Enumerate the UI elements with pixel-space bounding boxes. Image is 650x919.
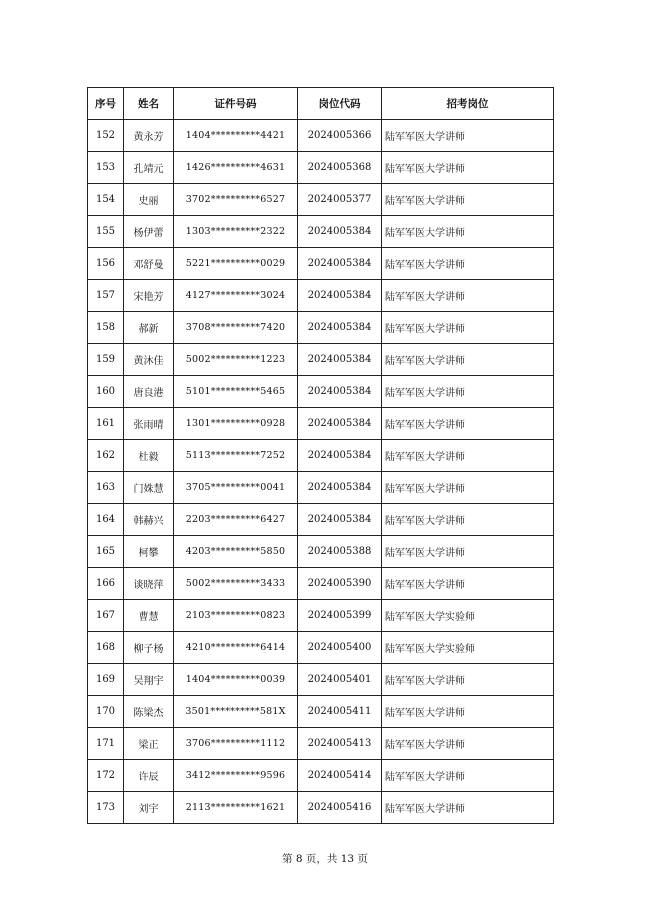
table-row	[88, 216, 554, 248]
cell-name: 黄永芳	[124, 120, 174, 152]
cell-serial: 161	[88, 408, 124, 440]
cell-id-number: 2203**********6427	[174, 504, 298, 536]
cell-post-title: 陆军军医大学讲师	[382, 184, 554, 216]
table-row	[88, 184, 554, 216]
cell-post-code: 2024005384	[298, 344, 382, 376]
cell-id-number: 3702**********6527	[174, 184, 298, 216]
cell-name: 刘宇	[124, 792, 174, 824]
cell-post-code: 2024005413	[298, 728, 382, 760]
cell-post-title: 陆军军医大学讲师	[382, 152, 554, 184]
cell-post-title: 陆军军医大学讲师	[382, 408, 554, 440]
cell-post-code: 2024005384	[298, 280, 382, 312]
table-row	[88, 344, 554, 376]
table-row	[88, 280, 554, 312]
cell-name: 曹慧	[124, 600, 174, 632]
cell-post-code: 2024005368	[298, 152, 382, 184]
cell-name: 黄沐佳	[124, 344, 174, 376]
table-row	[88, 760, 554, 792]
header-post-title: 招考岗位	[382, 88, 554, 120]
table-row	[88, 440, 554, 472]
table-body	[88, 120, 554, 824]
cell-name: 许辰	[124, 760, 174, 792]
cell-post-code: 2024005384	[298, 216, 382, 248]
cell-post-code: 2024005366	[298, 120, 382, 152]
cell-id-number: 4203**********5850	[174, 536, 298, 568]
cell-serial: 157	[88, 280, 124, 312]
cell-post-code: 2024005401	[298, 664, 382, 696]
cell-post-title: 陆军军医大学讲师	[382, 280, 554, 312]
cell-post-code: 2024005388	[298, 536, 382, 568]
cell-post-title: 陆军军医大学实验师	[382, 600, 554, 632]
results-table	[87, 87, 554, 824]
cell-name: 杨伊蕾	[124, 216, 174, 248]
cell-id-number: 1404**********4421	[174, 120, 298, 152]
cell-id-number: 3706**********1112	[174, 728, 298, 760]
cell-name: 史丽	[124, 184, 174, 216]
cell-post-title: 陆军军医大学讲师	[382, 568, 554, 600]
table-row	[88, 408, 554, 440]
table-row	[88, 568, 554, 600]
cell-serial: 160	[88, 376, 124, 408]
cell-name: 孔靖元	[124, 152, 174, 184]
cell-serial: 172	[88, 760, 124, 792]
cell-serial: 163	[88, 472, 124, 504]
cell-post-title: 陆军军医大学讲师	[382, 120, 554, 152]
cell-serial: 155	[88, 216, 124, 248]
results-table-container	[87, 87, 553, 824]
cell-id-number: 5002**********1223	[174, 344, 298, 376]
cell-id-number: 4210**********6414	[174, 632, 298, 664]
cell-post-title: 陆军军医大学实验师	[382, 632, 554, 664]
cell-serial: 166	[88, 568, 124, 600]
table-row	[88, 792, 554, 824]
cell-id-number: 4127**********3024	[174, 280, 298, 312]
table-header-row	[88, 88, 554, 120]
cell-name: 张雨晴	[124, 408, 174, 440]
cell-name: 邓舒曼	[124, 248, 174, 280]
cell-post-code: 2024005411	[298, 696, 382, 728]
table-row	[88, 152, 554, 184]
table-row	[88, 504, 554, 536]
cell-post-code: 2024005416	[298, 792, 382, 824]
cell-id-number: 3501**********581X	[174, 696, 298, 728]
cell-serial: 156	[88, 248, 124, 280]
cell-serial: 153	[88, 152, 124, 184]
cell-post-title: 陆军军医大学讲师	[382, 504, 554, 536]
cell-post-title: 陆军军医大学讲师	[382, 312, 554, 344]
cell-name: 梁正	[124, 728, 174, 760]
cell-serial: 159	[88, 344, 124, 376]
cell-id-number: 3705**********0041	[174, 472, 298, 504]
table-row	[88, 376, 554, 408]
header-serial: 序号	[88, 88, 124, 120]
header-name: 姓名	[124, 88, 174, 120]
cell-name: 宋艳芳	[124, 280, 174, 312]
cell-post-code: 2024005384	[298, 312, 382, 344]
table-row	[88, 248, 554, 280]
cell-post-title: 陆军军医大学讲师	[382, 664, 554, 696]
cell-post-code: 2024005414	[298, 760, 382, 792]
cell-id-number: 1426**********4631	[174, 152, 298, 184]
cell-name: 柯攀	[124, 536, 174, 568]
cell-id-number: 3412**********9596	[174, 760, 298, 792]
cell-post-title: 陆军军医大学讲师	[382, 728, 554, 760]
cell-post-title: 陆军军医大学讲师	[382, 696, 554, 728]
cell-name: 韩赫兴	[124, 504, 174, 536]
cell-id-number: 1301**********0928	[174, 408, 298, 440]
cell-serial: 165	[88, 536, 124, 568]
cell-serial: 154	[88, 184, 124, 216]
table-row	[88, 632, 554, 664]
table-row	[88, 696, 554, 728]
cell-post-title: 陆军军医大学讲师	[382, 760, 554, 792]
cell-post-code: 2024005377	[298, 184, 382, 216]
table-row	[88, 664, 554, 696]
cell-post-code: 2024005384	[298, 408, 382, 440]
cell-name: 杜毅	[124, 440, 174, 472]
cell-post-code: 2024005384	[298, 504, 382, 536]
cell-name: 门姝慧	[124, 472, 174, 504]
cell-name: 谈晓萍	[124, 568, 174, 600]
table-row	[88, 728, 554, 760]
cell-serial: 162	[88, 440, 124, 472]
cell-post-code: 2024005384	[298, 472, 382, 504]
cell-serial: 167	[88, 600, 124, 632]
cell-post-title: 陆军军医大学讲师	[382, 216, 554, 248]
cell-name: 柳子杨	[124, 632, 174, 664]
cell-post-title: 陆军军医大学讲师	[382, 344, 554, 376]
cell-name: 陈梁杰	[124, 696, 174, 728]
table-row	[88, 312, 554, 344]
cell-post-code: 2024005384	[298, 440, 382, 472]
cell-name: 唐良港	[124, 376, 174, 408]
cell-id-number: 1404**********0039	[174, 664, 298, 696]
cell-serial: 171	[88, 728, 124, 760]
page-footer: 第 8 页，共 13 页	[282, 853, 368, 865]
cell-serial: 169	[88, 664, 124, 696]
cell-id-number: 1303**********2322	[174, 216, 298, 248]
cell-id-number: 2113**********1621	[174, 792, 298, 824]
cell-id-number: 2103**********0823	[174, 600, 298, 632]
header-post-code: 岗位代码	[298, 88, 382, 120]
table-row	[88, 536, 554, 568]
cell-id-number: 3708**********7420	[174, 312, 298, 344]
table-row	[88, 472, 554, 504]
cell-id-number: 5002**********3433	[174, 568, 298, 600]
cell-serial: 152	[88, 120, 124, 152]
cell-id-number: 5221**********0029	[174, 248, 298, 280]
cell-id-number: 5113**********7252	[174, 440, 298, 472]
cell-serial: 158	[88, 312, 124, 344]
header-id-number: 证件号码	[174, 88, 298, 120]
cell-post-title: 陆军军医大学讲师	[382, 248, 554, 280]
cell-post-code: 2024005399	[298, 600, 382, 632]
cell-name: 吴翔宇	[124, 664, 174, 696]
cell-serial: 168	[88, 632, 124, 664]
cell-serial: 170	[88, 696, 124, 728]
cell-post-code: 2024005400	[298, 632, 382, 664]
cell-name: 郝新	[124, 312, 174, 344]
table-row	[88, 120, 554, 152]
table-row	[88, 600, 554, 632]
cell-post-title: 陆军军医大学讲师	[382, 792, 554, 824]
cell-post-title: 陆军军医大学讲师	[382, 376, 554, 408]
cell-serial: 164	[88, 504, 124, 536]
cell-post-title: 陆军军医大学讲师	[382, 472, 554, 504]
cell-id-number: 5101**********5465	[174, 376, 298, 408]
cell-post-code: 2024005384	[298, 376, 382, 408]
cell-post-title: 陆军军医大学讲师	[382, 536, 554, 568]
cell-post-title: 陆军军医大学讲师	[382, 440, 554, 472]
cell-serial: 173	[88, 792, 124, 824]
cell-post-code: 2024005384	[298, 248, 382, 280]
cell-post-code: 2024005390	[298, 568, 382, 600]
